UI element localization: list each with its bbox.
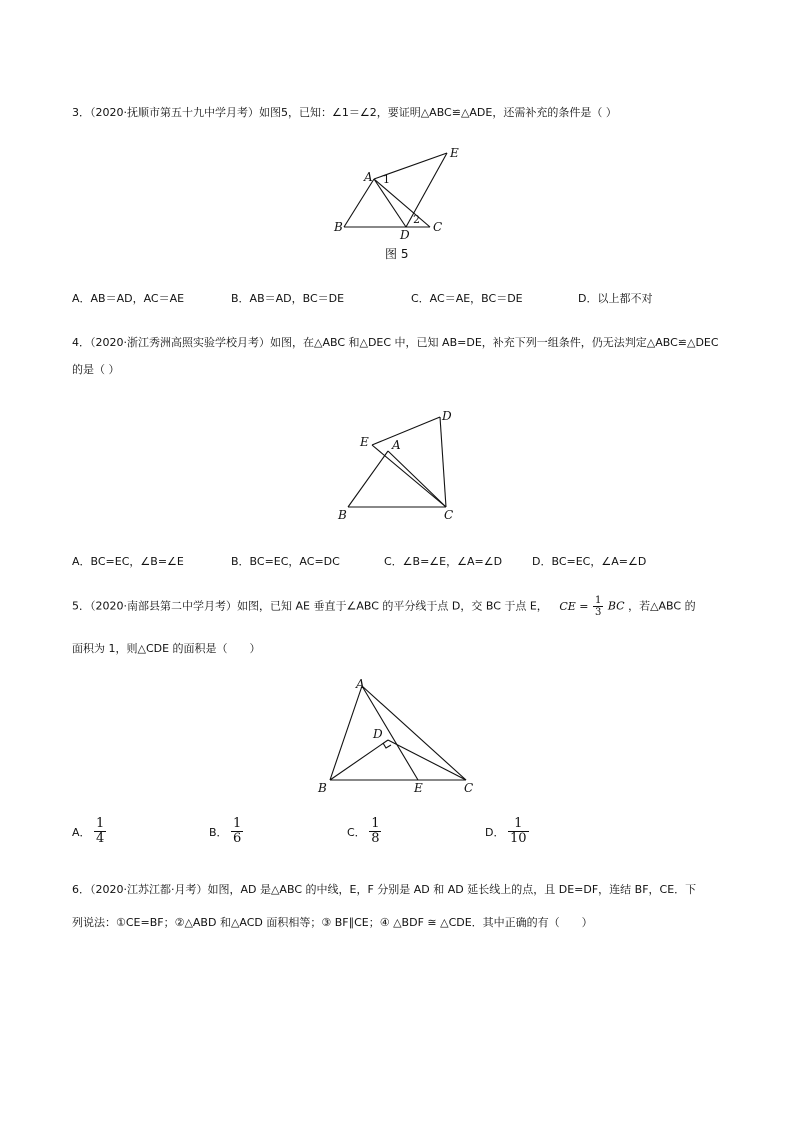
q3-option-b: B．AB＝AD，BC＝DE <box>231 292 345 305</box>
q5-label-D: D <box>373 727 383 741</box>
q5-option-d-den: 10 <box>509 831 527 847</box>
q5-label-B: B <box>318 781 327 795</box>
q5-option-c-num: 1 <box>371 816 380 831</box>
q3-figure-caption: 图 5 <box>385 247 409 261</box>
q3-label-C: C <box>433 220 443 234</box>
q3-label-B: B <box>334 220 343 234</box>
q4-stem-line1: 4．（2020·浙江秀洲高照实验学校月考）如图，在△ABC 和△DEC 中，已知 AB=DE，补充下列一组条件，仍无法判定△ABC≌△DEC <box>72 336 719 349</box>
q5-option-b-label: B． <box>209 825 228 839</box>
q5-option-a <box>72 817 106 847</box>
q4-seg-AC <box>388 451 446 507</box>
q6-stem-line1: 6．（2020·江苏江都·月考）如图，AD 是△ABC 的中线，E，F 分别是 AD 和 AD 延长线上的点，且 DE=DF，连结 BF，CE．下 <box>72 883 697 896</box>
q4-label-D: D <box>442 409 452 423</box>
q4-label-C: C <box>444 508 454 522</box>
q3-label-A: A <box>364 170 373 184</box>
q5-stem-fraction <box>593 595 603 618</box>
q3-seg-AC <box>374 179 430 227</box>
q5-option-d-num: 1 <box>508 817 529 832</box>
q4-label-E: E <box>360 435 369 449</box>
q5-seg-BD <box>330 740 388 780</box>
q4-option-c: C．∠B=∠E，∠A=∠D <box>384 555 503 568</box>
q5-stem-bc: BC <box>607 599 625 613</box>
q5-option-c-den: 8 <box>371 831 380 847</box>
q4-seg-BA <box>348 451 388 507</box>
q5-option-b-num: 1 <box>233 816 242 831</box>
q5-stem-after: ，若△ABC 的 <box>628 599 696 613</box>
q5-option-d <box>485 817 529 847</box>
q5-label-C: C <box>464 781 474 795</box>
q3-stem: 3．（2020·抚顺市第五十九中学月考）如图5，已知：∠1＝∠2，要证明△ABC≌△ADE，还需补充的条件是（ ） <box>72 106 617 119</box>
q5-option-b-den: 6 <box>233 831 242 847</box>
q5-option-b-fraction <box>231 817 243 847</box>
q5-option-a-label: A． <box>72 825 91 839</box>
q3-option-c: C．AC＝AE，BC＝DE <box>411 292 523 305</box>
q5-figure <box>310 676 490 800</box>
q4-label-A: A <box>392 438 401 452</box>
q4-stem-line2: 的是（ ） <box>72 363 120 376</box>
q5-seg-BA <box>330 686 362 780</box>
q5-stem-line1 <box>72 595 696 618</box>
q4-seg-EC <box>372 445 446 507</box>
q5-option-c-fraction <box>369 817 381 847</box>
q5-stem-frac-den: 3 <box>594 607 602 618</box>
q3-label-E: E <box>450 146 459 160</box>
q5-option-a-num: 1 <box>96 816 105 831</box>
q5-right-angle-mark <box>383 743 391 748</box>
q5-option-d-label: D． <box>485 825 505 839</box>
q3-option-d: D．以上都不对 <box>578 292 653 305</box>
q4-option-d: D．BC=EC，∠A=∠D <box>532 555 647 568</box>
q3-seg-BA <box>344 179 374 227</box>
q3-label-angle2: 2 <box>413 213 420 226</box>
q3-label-D: D <box>400 228 410 242</box>
q6-stem-line2: 列说法：①CE=BF；②△ABD 和△ACD 面积相等；③ BF∥CE；④ △BDF ≅ △CDE．其中正确的有（ ） <box>72 916 593 929</box>
q5-label-A: A <box>356 677 365 691</box>
q5-option-c <box>347 817 381 847</box>
q4-label-B: B <box>338 508 347 522</box>
q5-option-a-fraction <box>94 817 106 847</box>
q5-option-b <box>209 817 243 847</box>
q3-option-a: A．AB＝AD，AC＝AE <box>72 292 185 305</box>
q3-label-angle1: 1 <box>383 173 390 186</box>
q5-seg-DC <box>388 740 466 780</box>
q5-stem-frac-num: 1 <box>594 595 602 606</box>
q5-seg-AE <box>362 686 418 780</box>
q4-figure <box>330 405 470 525</box>
q4-option-a: A．BC=EC，∠B=∠E <box>72 555 184 568</box>
q5-stem-ce: CE = <box>559 599 589 613</box>
q5-option-c-label: C． <box>347 825 366 839</box>
q5-option-d-fraction <box>508 817 529 847</box>
q5-stem-before: 5．（2020·南部县第二中学月考）如图，已知 AE 垂直于∠ABC 的平分线于点 D，交 BC 于点 E， <box>72 599 548 613</box>
q5-option-a-den: 4 <box>96 831 105 847</box>
q4-option-b: B．BC=EC，AC=DC <box>231 555 340 568</box>
q5-stem-line2: 面积为 1，则△CDE 的面积是（ ） <box>72 642 261 655</box>
q4-seg-ED <box>372 417 440 445</box>
q5-label-E: E <box>414 781 423 795</box>
q4-seg-DC <box>440 417 446 507</box>
